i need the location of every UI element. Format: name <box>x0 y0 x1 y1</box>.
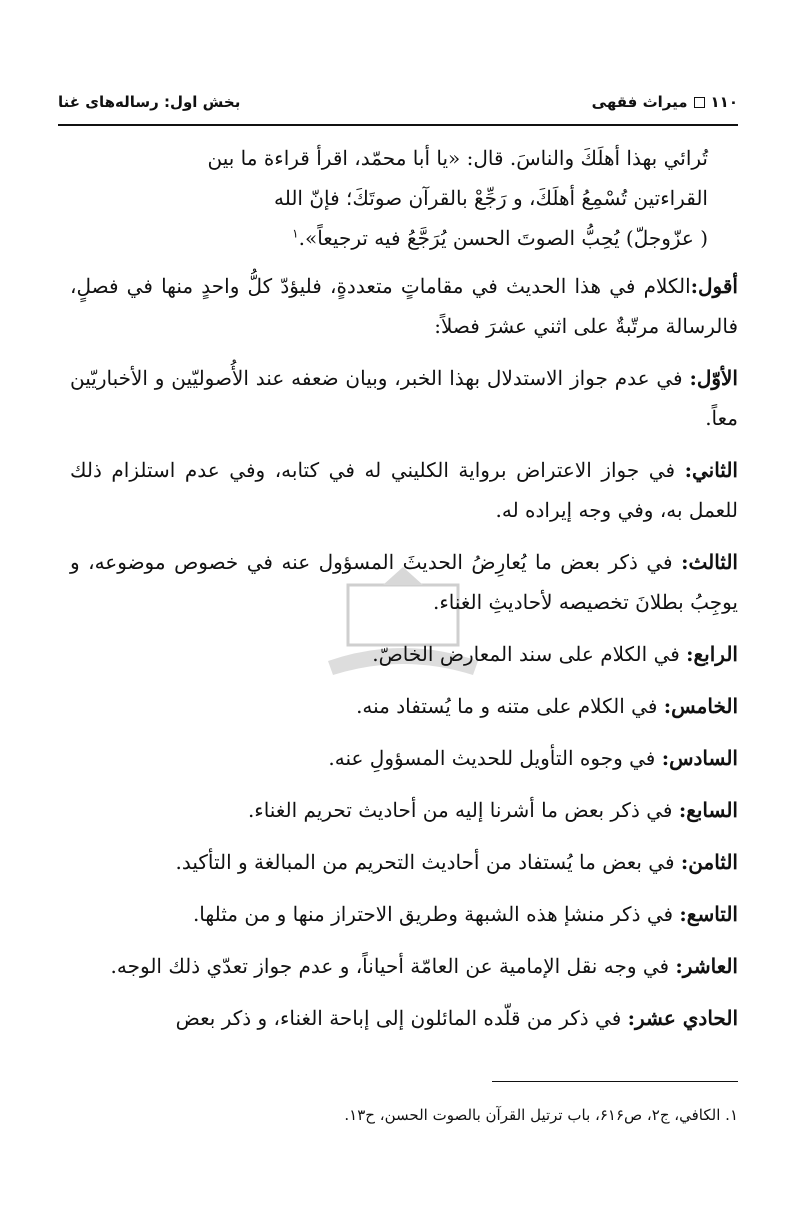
chapter-label: الحادي عشر: <box>627 1006 738 1030</box>
chapter-label: الثامن: <box>680 850 738 874</box>
quote-line-text: ( عزّوجلّ) يُحِبُّ الصوتَ الحسن يُرَجَّعُ فيه ترجيعاً». <box>298 226 708 250</box>
square-bullet-icon <box>694 97 705 108</box>
chapter-text: في ذكر بعض ما يُعارِضُ الحديثَ المسؤول عنه في خصوص موضوعه، و يوجِبُ بطلانَ تخصيصه لأحاديثِ الغناء. <box>70 550 738 614</box>
chapter-item <box>70 946 738 986</box>
main-text <box>70 138 738 1050</box>
chapter-text: في الكلام على متنه و ما يُستفاد منه. <box>356 694 664 718</box>
chapter-item <box>70 542 738 622</box>
chapter-item <box>70 358 738 438</box>
hadith-quote <box>70 138 738 258</box>
chapter-label: الثالث: <box>681 550 738 574</box>
paragraph-label: أقول: <box>690 274 738 298</box>
chapter-label: العاشر: <box>675 954 738 978</box>
header-page-info <box>592 93 738 111</box>
quote-line: تُرائي بهذا أهلَكَ والناسَ. قال: «يا أبا محمّد، اقرأ قراءة ما بين <box>207 146 708 170</box>
chapter-label: الثاني: <box>684 458 738 482</box>
chapter-item <box>70 998 738 1038</box>
footnote: ۱. الكافي، ج۲، ص۶۱۶، باب ترتيل القرآن بالصوت الحسن، ح۱۳. <box>344 1106 738 1124</box>
chapter-item <box>70 842 738 882</box>
footnote-ref: ۱ <box>292 226 299 241</box>
chapter-text: في بعض ما يُستفاد من أحاديث التحريم من المبالغة و التأكيد. <box>175 850 681 874</box>
chapter-label: الأوّل: <box>689 366 738 390</box>
chapter-text: في وجه نقل الإمامية عن العامّة أحياناً، و عدم جواز تعدّي ذلك الوجه. <box>110 954 676 978</box>
book-title: میراث فقهی <box>591 93 688 111</box>
chapter-label: الرابع: <box>686 642 738 666</box>
chapter-item <box>70 686 738 726</box>
page-header <box>58 88 738 116</box>
paragraph-intro <box>70 266 738 346</box>
chapter-text: في ذكر منشإ هذه الشبهة وطريق الاحتراز منها و من مثلها. <box>192 902 680 926</box>
chapter-text: في وجوه التأويل للحديث المسؤولِ عنه. <box>328 746 662 770</box>
section-title: بخش اول: رساله‌های غنا <box>58 93 241 111</box>
chapter-item <box>70 450 738 530</box>
chapter-label: السابع: <box>678 798 738 822</box>
chapter-text: في جواز الاعتراض برواية الكليني له في كتابه، وفي عدم استلزام ذلك للعمل به، وفي وجه إيراده له. <box>70 458 738 522</box>
chapter-item <box>70 634 738 674</box>
header-rule <box>58 124 738 126</box>
chapter-item <box>70 894 738 934</box>
chapter-text: في ذكر بعض ما أشرنا إليه من أحاديث تحريم الغناء. <box>247 798 679 822</box>
chapter-item <box>70 738 738 778</box>
footnote-rule <box>492 1081 738 1082</box>
paragraph-text: الكلام في هذا الحديث في مقاماتٍ متعددةٍ، فليؤدّ كلُّ واحدٍ منها في فصلٍ، فالرسالة مرتّبةٌ على اثني عشرَ فصلاً: <box>70 274 738 338</box>
chapter-label: الخامس: <box>663 694 738 718</box>
chapter-label: السادس: <box>661 746 738 770</box>
quote-line <box>70 218 708 258</box>
chapter-item <box>70 790 738 830</box>
page-number: ۱۱۰ <box>710 93 738 111</box>
quote-line: القراءتين تُسْمِعُ أهلَكَ، و رَجِّعْ بالقرآن صوتَكَ؛ فإنّ الله <box>273 186 708 210</box>
chapter-text: في ذكر من قلّده المائلون إلى إباحة الغناء، و ذكر بعض <box>175 1006 628 1030</box>
chapter-text: في عدم جواز الاستدلال بهذا الخبر، وبيان ضعفه عند الأُصوليّين و الأخباريّين معاً. <box>70 366 738 430</box>
chapter-text: في الكلام على سند المعارض الخاصّ. <box>372 642 687 666</box>
chapter-label: التاسع: <box>679 902 738 926</box>
